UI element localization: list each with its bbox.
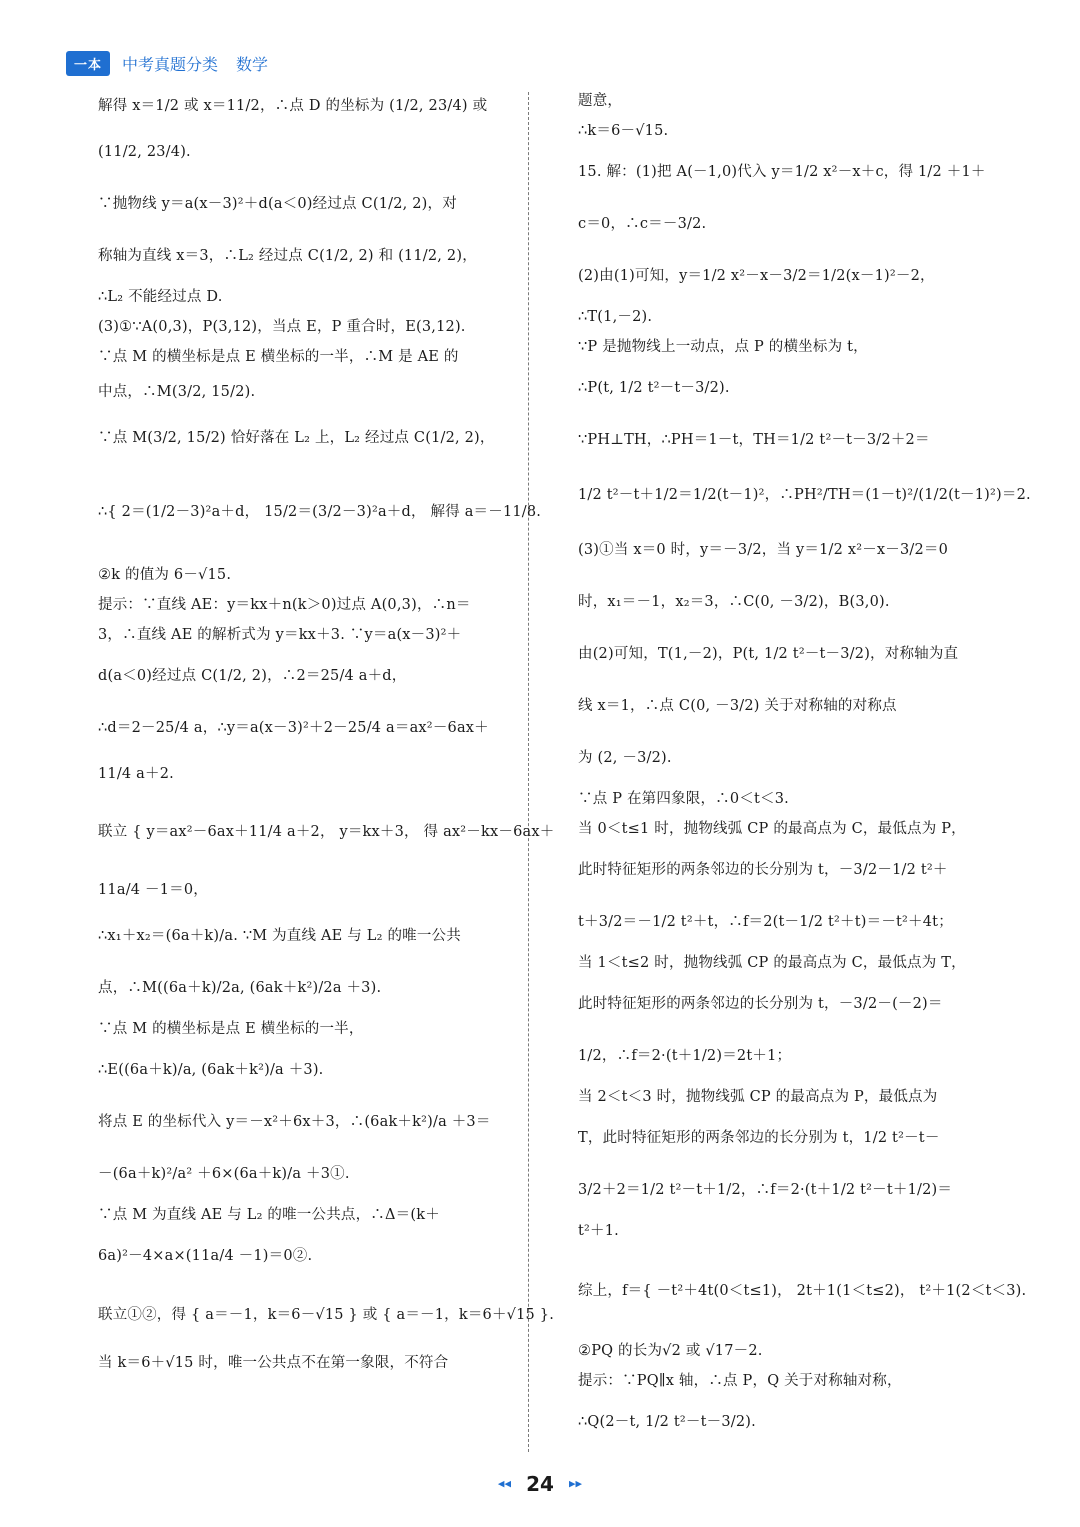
text-line: d(a＜0)经过点 C(1/2, 2)，∴2＝25/4 a＋d， (98, 668, 407, 684)
text-line: (2)由(1)可知，y＝1/2 x²－x－3/2＝1/2(x－1)²－2， (578, 268, 935, 284)
text-line: 1/2，∴f＝2·(t＋1/2)＝2t＋1； (578, 1048, 792, 1064)
equation-system: 联立①②，得 { a＝－1，k＝6－√15 } 或 { a＝－1，k＝6＋√15 }. (98, 1307, 555, 1323)
text-line: ∵点 M(3/2, 15/2) 恰好落在 L₂ 上，L₂ 经过点 C(1/2, 2)， (98, 430, 495, 446)
text-line: ∵点 M 为直线 AE 与 L₂ 的唯一公共点，∴Δ＝(k＋ (98, 1207, 440, 1223)
text-line: ∵点 P 在第四象限，∴0＜t＜3. (578, 791, 789, 807)
text-line: t²＋1. (578, 1223, 619, 1239)
text-line: 11/4 a＋2. (98, 766, 174, 782)
next-page-icon[interactable]: ▸▸ (569, 1476, 583, 1492)
series-badge: 一本 (66, 51, 110, 76)
text-line: ∴E((6a＋k)/a, (6ak＋k²)/a ＋3). (98, 1062, 324, 1078)
text-line: ∴d＝2－25/4 a，∴y＝a(x－3)²＋2－25/4 a＝ax²－6ax＋ (98, 720, 489, 736)
page-number: 24 (526, 1472, 554, 1496)
text-line: 解得 x＝1/2 或 x＝11/2，∴点 D 的坐标为 (1/2, 23/4) 或 (98, 98, 488, 114)
text-line: ∴x₁＋x₂＝(6a＋k)/a. ∵M 为直线 AE 与 L₂ 的唯一公共 (98, 928, 461, 944)
text-line: 3，∴直线 AE 的解析式为 y＝kx＋3. ∵y＝a(x－3)²＋ (98, 627, 462, 643)
text-line: ∵点 M 的横坐标是点 E 横坐标的一半，∴M 是 AE 的 (98, 349, 459, 365)
text-line: 题意， (578, 93, 623, 109)
text-line: 时，x₁＝－1，x₂＝3，∴C(0, －3/2)，B(3,0). (578, 594, 890, 610)
text-line: ∴P(t, 1/2 t²－t－3/2). (578, 380, 730, 396)
problem-15-start: 15. 解：(1)把 A(－1,0)代入 y＝1/2 x²－x＋c，得 1/2 ＋1＋ (578, 164, 986, 180)
text-line: ∴k＝6－√15. (578, 123, 669, 139)
left-column (98, 86, 555, 1378)
text-line: 当 k＝6＋√15 时，唯一公共点不在第一象限，不符合 (98, 1355, 449, 1371)
text-line: 3/2＋2＝1/2 t²－t＋1/2，∴f＝2·(t＋1/2 t²－t＋1/2)＝ (578, 1182, 953, 1198)
text-line: 当 0＜t≤1 时，抛物线弧 CP 的最高点为 C，最低点为 P， (578, 821, 966, 837)
text-line: 当 2＜t＜3 时，抛物线弧 CP 的最高点为 P，最低点为 (578, 1089, 938, 1105)
text-line: 当 1＜t≤2 时，抛物线弧 CP 的最高点为 C，最低点为 T， (578, 955, 966, 971)
text-line: －(6a＋k)²/a² ＋6×(6a＋k)/a ＋3①. (98, 1166, 350, 1182)
text-line: ②PQ 的长为√2 或 √17－2. (578, 1343, 763, 1359)
text-line: 由(2)可知，T(1,－2)，P(t, 1/2 t²－t－3/2)，对称轴为直 (578, 646, 959, 662)
text-line: 11a/4 －1＝0， (98, 882, 208, 898)
text-line: 提示：∵PQ∥x 轴，∴点 P，Q 关于对称轴对称， (578, 1373, 902, 1389)
text-line: c＝0，∴c＝－3/2. (578, 216, 707, 232)
text-line: ∵PH⊥TH，∴PH＝1－t，TH＝1/2 t²－t－3/2＋2＝ (578, 432, 930, 448)
text-line: ∴Q(2－t, 1/2 t²－t－3/2). (578, 1414, 756, 1430)
column-divider (528, 92, 529, 1452)
text-line: 称轴为直线 x＝3，∴L₂ 经过点 C(1/2, 2) 和 (11/2, 2)， (98, 248, 477, 264)
book-title: 中考真题分类 (122, 54, 219, 74)
text-line: ∵抛物线 y＝a(x－3)²＋d(a＜0)经过点 C(1/2, 2)，对 (98, 196, 457, 212)
right-column (578, 86, 1031, 1448)
text-line: (3)①当 x＝0 时，y＝－3/2，当 y＝1/2 x²－x－3/2＝0 (578, 542, 949, 558)
text-line: 点，∴M((6a＋k)/2a, (6ak＋k²)/2a ＋3). (98, 980, 382, 996)
prev-page-icon[interactable]: ◂◂ (497, 1476, 511, 1492)
text-line: T，此时特征矩形的两条邻边的长分别为 t，1/2 t²－t－ (578, 1130, 940, 1146)
text-line: 此时特征矩形的两条邻边的长分别为 t，－3/2－1/2 t²＋ (578, 862, 948, 878)
text-line: 为 (2, －3/2). (578, 750, 672, 766)
equation-system: ∴{ 2＝(1/2－3)²a＋d， 15/2＝(3/2－3)²a＋d， 解得 a＝－11/8. (98, 504, 542, 520)
text-line: (11/2, 23/4). (98, 144, 191, 160)
page-header (66, 50, 268, 76)
text-line: ∵点 M 的横坐标是点 E 横坐标的一半， (98, 1021, 364, 1037)
text-line: 线 x＝1，∴点 C(0, －3/2) 关于对称轴的对称点 (578, 698, 897, 714)
text-line: ∵P 是抛物线上一动点，点 P 的横坐标为 t， (578, 339, 868, 355)
text-line: 提示：∵直线 AE：y＝kx＋n(k＞0)过点 A(0,3)，∴n＝ (98, 597, 471, 613)
text-line: 6a)²－4×a×(11a/4 －1)＝0②. (98, 1248, 313, 1264)
text-line: t＋3/2＝－1/2 t²＋t，∴f＝2(t－1/2 t²＋t)＝－t²＋4t； (578, 914, 953, 930)
text-line: ∴T(1,－2). (578, 309, 653, 325)
text-line: (3)①∵A(0,3)，P(3,12)，当点 E，P 重合时，E(3,12). (98, 319, 466, 335)
text-line: ∴L₂ 不能经过点 D. (98, 289, 223, 305)
text-line: 1/2 t²－t＋1/2＝1/2(t－1)²，∴PH²/TH＝(1－t)²/(1/2(t－1)²)＝2. (578, 487, 1031, 503)
text-line: 此时特征矩形的两条邻边的长分别为 t，－3/2－(－2)＝ (578, 996, 943, 1012)
page-footer (0, 1472, 1080, 1496)
piecewise-function: 综上，f＝{ －t²＋4t(0＜t≤1)， 2t＋1(1＜t≤2)， t²＋1(2＜t＜3). (578, 1283, 1027, 1299)
subject-label: 数学 (236, 54, 269, 74)
text-line: ②k 的值为 6－√15. (98, 567, 232, 583)
text-line: 中点，∴M(3/2, 15/2). (98, 384, 256, 400)
text-line: 将点 E 的坐标代入 y＝－x²＋6x＋3，∴(6ak＋k²)/a ＋3＝ (98, 1114, 491, 1130)
equation-system: 联立 { y＝ax²－6ax＋11/4 a＋2， y＝kx＋3， 得 ax²－kx－6ax＋ (98, 824, 555, 840)
